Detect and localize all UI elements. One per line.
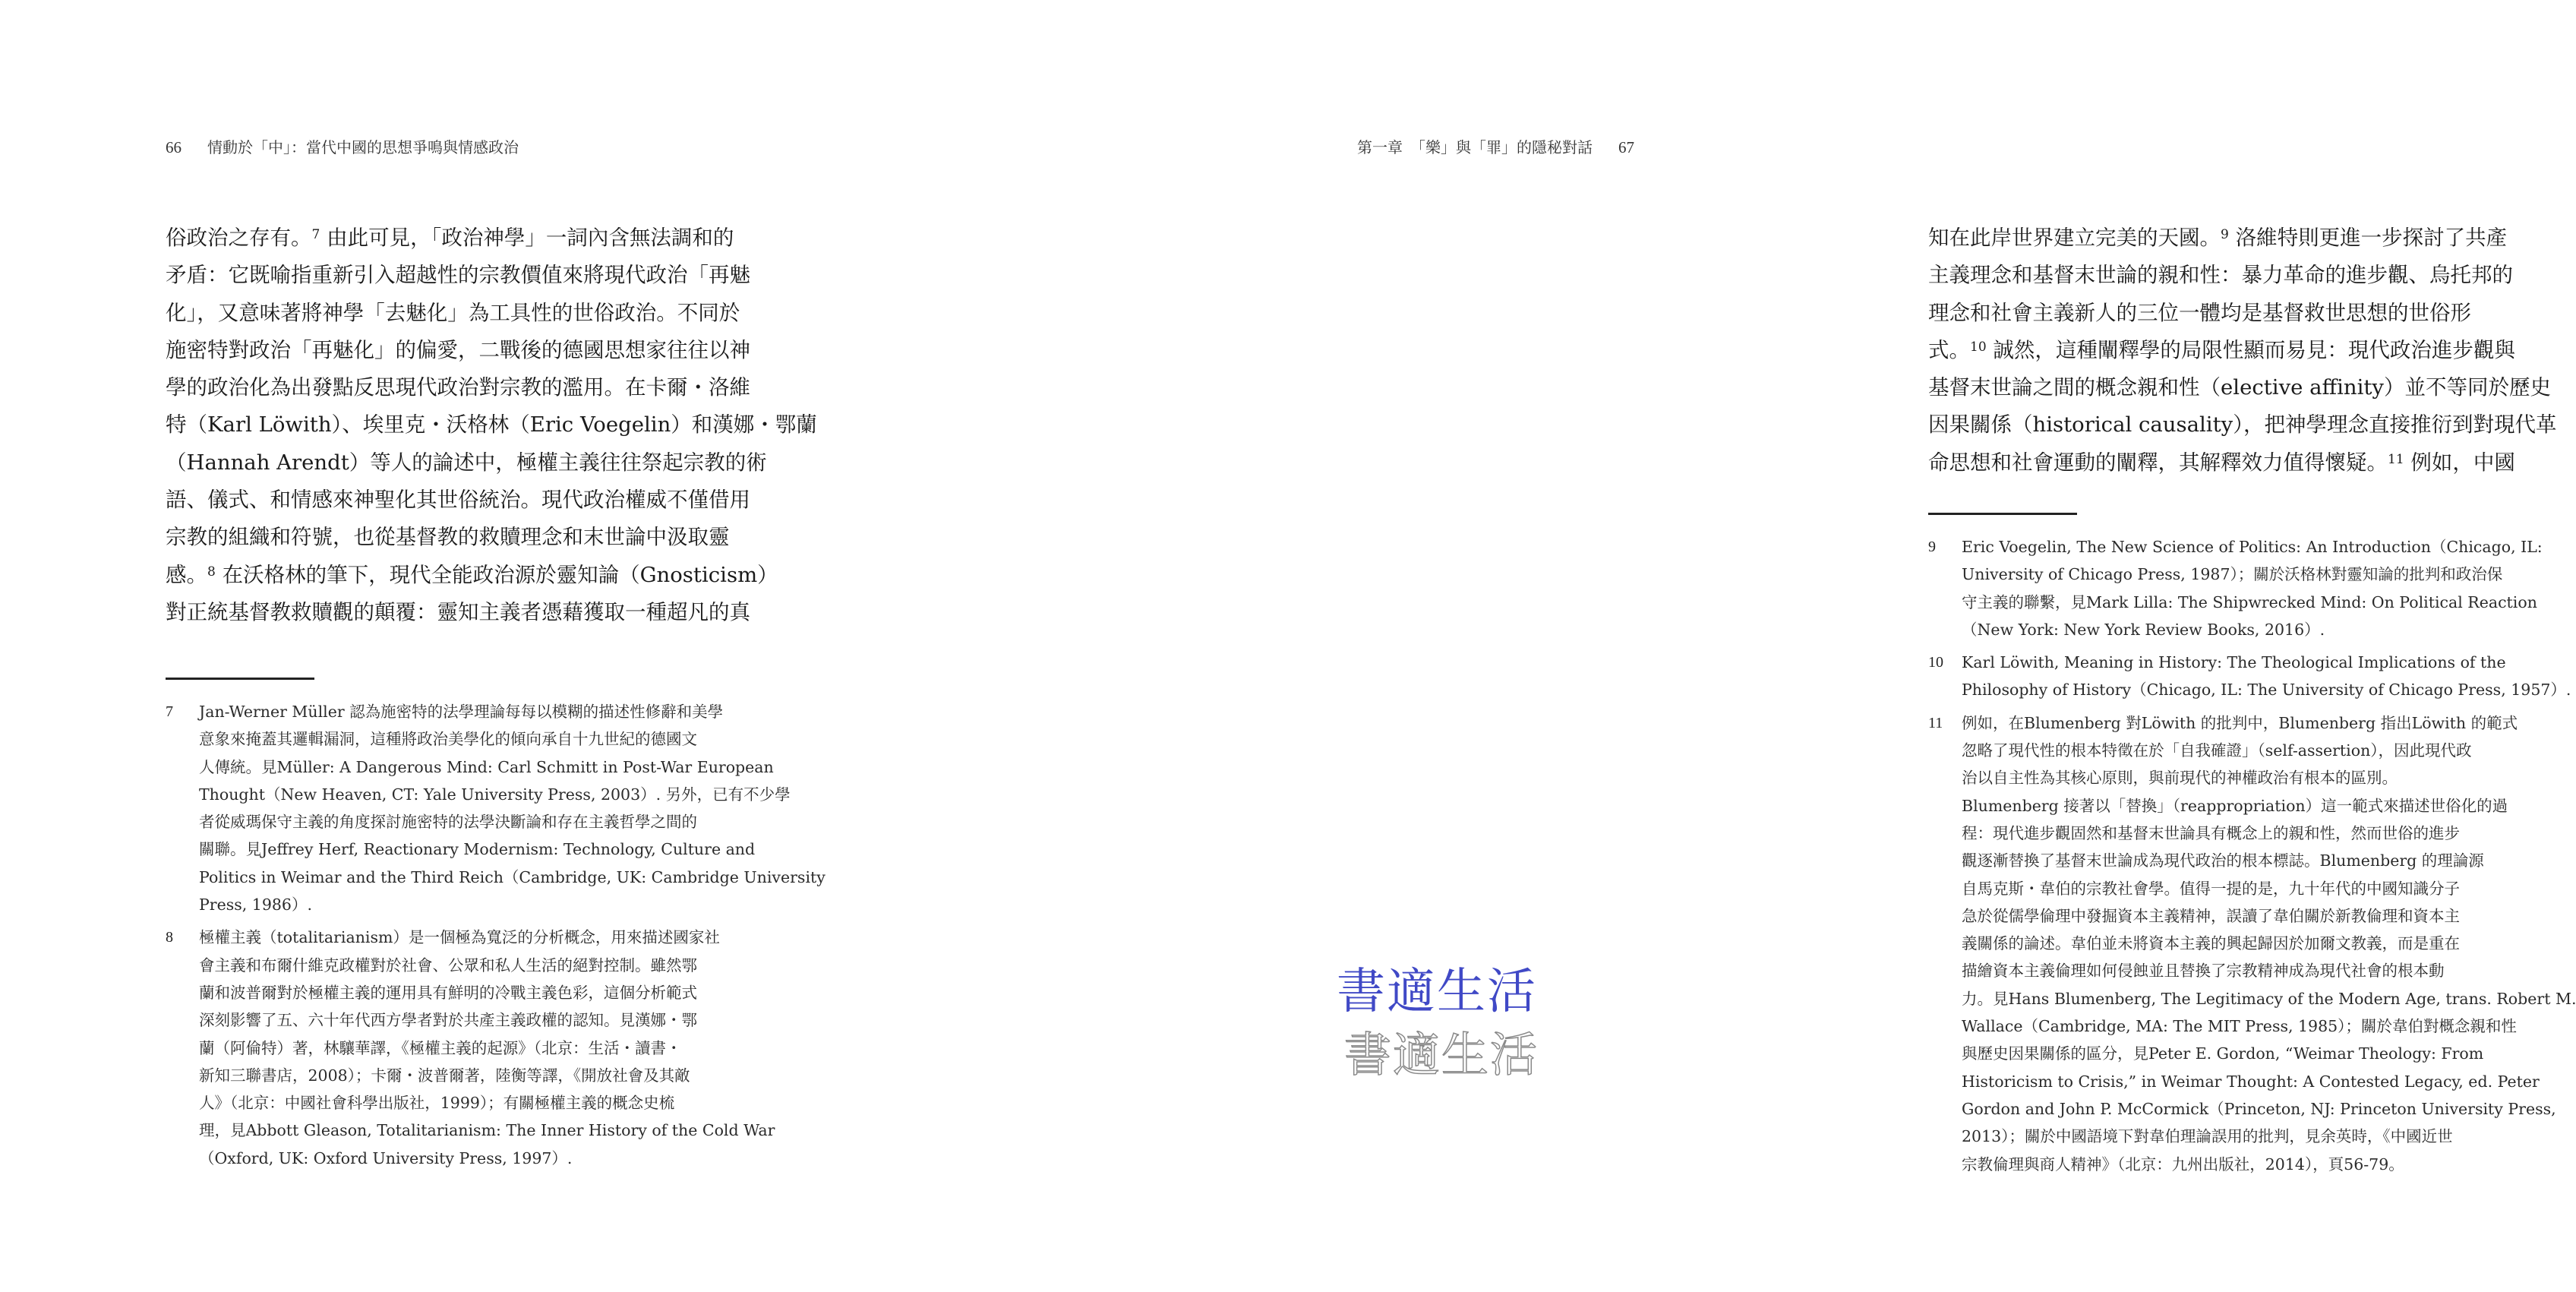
body-line bbox=[166, 594, 784, 631]
footnote-line: 會主義和布爾什維克政權對於社會、公眾和私人生活的絕對控制。雖然鄂 bbox=[199, 956, 697, 975]
footnote-line: 守主義的聯繫，見Mark Lilla: The Shipwrecked Mind: On Political Reaction bbox=[1962, 592, 2537, 611]
footnote bbox=[1928, 649, 2571, 704]
footnote-line: Blumenberg 接著以「替換」（reappropriation）這一範式來描述世俗化的過 bbox=[1962, 796, 2508, 815]
body-text-segment: 由此可見，「政治神學」一詞內含無法調和的 bbox=[320, 226, 734, 250]
footnote-line: 人》（北京：中國社會科學出版社，1999）；有關極權主義的概念史梳 bbox=[199, 1094, 675, 1113]
footnote-line: 觀逐漸替換了基督末世論成為現代政治的根本標誌。Blumenberg 的理論源 bbox=[1962, 851, 2484, 870]
footnote-line: 宗教倫理與商人精神》（北京：九州出版社，2014），頁56-79。 bbox=[1962, 1155, 2404, 1174]
body-text-segment: 語、儀式、和情感來神聖化其世俗統治。現代政治權威不僅借用 bbox=[166, 488, 750, 513]
page-number-right: 67 bbox=[1618, 138, 1634, 156]
footnote bbox=[1928, 709, 2576, 1178]
watermark-text: 書適生活 bbox=[1337, 964, 1537, 1020]
footnote-line: 例如，在Blumenberg 對Löwith 的批判中，Blumenberg 指出Löwith 的範式 bbox=[1962, 713, 2518, 732]
footnote-reference: 7 bbox=[311, 227, 320, 242]
body-line bbox=[166, 295, 784, 332]
body-line bbox=[166, 369, 784, 406]
footnote bbox=[1928, 533, 2547, 643]
footnote-line: Karl Löwith, Meaning in History: The Theological Implications of the bbox=[1962, 653, 2506, 672]
footnote bbox=[166, 924, 784, 1172]
footnote-line: 理，見Abbott Gleason, Totalitarianism: The Inner History of the Cold War bbox=[199, 1121, 775, 1140]
footnote-line: Historicism to Crisis,” in Weimar Thought: A Contested Legacy, ed. Peter bbox=[1962, 1072, 2540, 1091]
footnote-separator-left bbox=[166, 678, 314, 680]
body-line bbox=[166, 519, 784, 556]
running-head-left bbox=[166, 135, 519, 157]
footnote-line: Gordon and John P. McCormick（Princeton, NJ: Princeton University Press, bbox=[1962, 1099, 2556, 1118]
footnote-reference: 8 bbox=[207, 564, 216, 580]
footnote-line: 描繪資本主義倫理如何侵蝕並且替換了宗教精神成為現代社會的根本動 bbox=[1962, 962, 2445, 981]
footnote-separator-right bbox=[1928, 513, 2077, 515]
footnote-line: （New York: New York Review Books, 2016）. bbox=[1962, 620, 2325, 639]
body-line bbox=[1928, 406, 2557, 444]
footnote bbox=[166, 698, 826, 918]
body-text-segment: 在沃格林的筆下，現代全能政治源於靈知論（Gnosticism） bbox=[215, 562, 778, 587]
body-text-left bbox=[166, 220, 817, 631]
body-text-segment: 基督末世論之間的概念親和性（elective affinity）並不等同於歷史 bbox=[1928, 375, 2551, 400]
footnote-line: 治以自主性為其核心原則，與前現代的神權政治有根本的區別。 bbox=[1962, 769, 2398, 788]
body-text-segment: 學的政治化為出發點反思現代政治對宗教的濫用。在卡爾・洛維 bbox=[166, 375, 750, 400]
body-line bbox=[166, 482, 784, 519]
footnote-number: 10 bbox=[1928, 654, 1943, 671]
footnote-line: 力。見Hans Blumenberg, The Legitimacy of the Modern Age, trans. Robert M. bbox=[1962, 989, 2576, 1008]
body-line bbox=[166, 220, 784, 257]
body-line bbox=[1928, 444, 2547, 482]
footnote-line: Eric Voegelin, The New Science of Politics: An Introduction（Chicago, IL: bbox=[1962, 538, 2543, 556]
watermark-text-outline: 書適生活 bbox=[1344, 1027, 1539, 1082]
body-text-segment: 主義理念和基督末世論的親和性：暴力革命的進步觀、烏托邦的 bbox=[1928, 263, 2513, 288]
body-line bbox=[166, 332, 784, 369]
footnote-line: 2013）；關於中國語境下對韋伯理論誤用的批判，見余英時，《中國近世 bbox=[1962, 1127, 2453, 1146]
body-text-segment: 式。 bbox=[1928, 337, 1970, 362]
footnote-line: 蘭和波普爾對於極權主義的運用具有鮮明的冷戰主義色彩，這個分析範式 bbox=[199, 983, 697, 1002]
footnote-line: 義關係的論述。韋伯並未將資本主義的興起歸因於加爾文教義，而是重在 bbox=[1962, 934, 2460, 953]
footnote-line: 與歷史因果關係的區分，見Peter E. Gordon, “Weimar Theology: From bbox=[1962, 1044, 2484, 1063]
watermark-logo bbox=[1337, 965, 1595, 1139]
footnote-line: （Oxford, UK: Oxford University Press, 1997）. bbox=[199, 1148, 573, 1167]
body-line bbox=[166, 557, 784, 594]
body-line bbox=[1928, 295, 2547, 332]
body-line bbox=[1928, 369, 2551, 406]
footnote-line: 極權主義（totalitarianism）是一個極為寬泛的分析概念，用來描述國家社 bbox=[199, 928, 720, 947]
body-text-segment: 宗教的組織和符號，也從基督教的救贖理念和末世論中汲取靈 bbox=[166, 525, 730, 550]
body-text-segment: 例如，中國 bbox=[2404, 450, 2515, 475]
footnote-line: 忽略了現代性的根本特徵在於「自我確證」（self-assertion），因此現代政 bbox=[1962, 741, 2472, 760]
body-line bbox=[1928, 332, 2547, 369]
footnotes-right bbox=[1928, 533, 2576, 1183]
body-text-segment: 特（Karl Löwith）、埃里克・沃格林（Eric Voegelin）和漢娜・鄂蘭 bbox=[166, 412, 817, 438]
body-text-segment: 誠然，這種闡釋學的局限性顯而易見：現代政治進步觀與 bbox=[1986, 337, 2515, 362]
footnote-number: 9 bbox=[1928, 539, 1936, 555]
footnote-line: University of Chicago Press, 1987）；關於沃格林對靈知論的批判和政治保 bbox=[1962, 565, 2503, 584]
body-line bbox=[1928, 220, 2547, 257]
running-head-right bbox=[1357, 135, 1634, 157]
footnote-number: 8 bbox=[166, 929, 173, 946]
body-text-segment: 因果關係（historical causality），把神學理念直接推衍到對現代革 bbox=[1928, 412, 2557, 438]
footnotes-left bbox=[166, 698, 826, 1177]
body-text-segment: 俗政治之存有。 bbox=[166, 226, 312, 250]
book-title: 情動於「中」：當代中國的思想爭鳴與情感政治 bbox=[207, 138, 519, 156]
body-text-segment: 化」，又意味著將神學「去魅化」為工具性的世俗政治。不同於 bbox=[166, 300, 740, 325]
body-text-segment: （Hannah Arendt）等人的論述中，極權主義往往祭起宗教的術 bbox=[166, 450, 767, 475]
left-page bbox=[0, 0, 903, 1292]
footnote-reference: 11 bbox=[2388, 451, 2404, 467]
page-number-left: 66 bbox=[166, 138, 182, 156]
footnote-line: Thought（New Heaven, CT: Yale University Press, 2003）. 另外，已有不少學 bbox=[199, 785, 791, 804]
chapter-title: 第一章 「樂」與「罪」的隱秘對話 bbox=[1357, 138, 1593, 156]
footnote-number: 7 bbox=[166, 703, 173, 720]
footnote-line: 人傳統。見Müller: A Dangerous Mind: Carl Schmitt in Post-War European bbox=[199, 757, 774, 776]
footnote-line: 程：現代進步觀固然和基督末世論具有概念上的親和性，然而世俗的進步 bbox=[1962, 823, 2460, 842]
footnote-line: 者從威瑪保守主義的角度探討施密特的法學決斷論和存在主義哲學之間的 bbox=[199, 813, 697, 832]
body-text-segment: 洛維特則更進一步探討了共產 bbox=[2228, 226, 2508, 250]
body-line bbox=[1928, 257, 2547, 294]
footnote-line: Wallace（Cambridge, MA: The MIT Press, 1985）；關於韋伯對概念親和性 bbox=[1962, 1017, 2517, 1036]
body-line bbox=[166, 444, 784, 482]
body-text-segment: 施密特對政治「再魅化」的偏愛，二戰後的德國思想家往往以神 bbox=[166, 337, 750, 362]
body-text-segment: 命思想和社會運動的闡釋，其解釋效力值得懷疑。 bbox=[1928, 450, 2388, 475]
body-text-right bbox=[1928, 220, 2557, 482]
footnote-line: 新知三聯書店，2008）；卡爾・波普爾著，陸衡等譯，《開放社會及其敵 bbox=[199, 1066, 690, 1085]
body-text-segment: 矛盾：它既喻指重新引入超越性的宗教價值來將現代政治「再魅 bbox=[166, 263, 750, 288]
footnote-number: 11 bbox=[1928, 714, 1943, 731]
footnote-line: 自馬克斯・韋伯的宗教社會學。值得一提的是，九十年代的中國知識分子 bbox=[1962, 879, 2460, 898]
body-text-segment: 對正統基督教救贖觀的顛覆：靈知主義者憑藉獲取一種超凡的真 bbox=[166, 599, 750, 624]
footnote-line: 關聯。見Jeffrey Herf, Reactionary Modernism: Technology, Culture and bbox=[199, 840, 756, 859]
footnote-line: 意象來掩蓋其邏輯漏洞，這種將政治美學化的傾向承自十九世紀的德國文 bbox=[199, 730, 697, 749]
body-line bbox=[166, 406, 817, 444]
footnote-line: 蘭（阿倫特）著，林驤華譯，《極權主義的起源》（北京：生活・讀書・ bbox=[199, 1038, 682, 1057]
footnote-line: Philosophy of History（Chicago, IL: The University of Chicago Press, 1957）. bbox=[1962, 681, 2571, 700]
footnote-line: 急於從儒學倫理中發掘資本主義精神，誤讀了韋伯關於新教倫理和資本主 bbox=[1962, 906, 2460, 925]
footnote-reference: 9 bbox=[2221, 227, 2229, 242]
footnote-reference: 10 bbox=[1970, 339, 1987, 355]
footnote-line: Jan-Werner Müller 認為施密特的法學理論每每以模糊的描述性修辭和美學 bbox=[199, 703, 724, 721]
body-text-segment: 知在此岸世界建立完美的天國。 bbox=[1928, 226, 2221, 250]
footnote-line: 深刻影響了五、六十年代西方學者對於共產主義政權的認知。見漢娜・鄂 bbox=[199, 1011, 697, 1030]
body-text-segment: 感。 bbox=[166, 562, 207, 587]
body-text-segment: 理念和社會主義新人的三位一體均是基督救世思想的世俗形 bbox=[1928, 300, 2471, 325]
body-line bbox=[166, 257, 784, 294]
footnote-line: Politics in Weimar and the Third Reich（Cambridge, UK: Cambridge University bbox=[199, 867, 826, 886]
footnote-line: Press, 1986）. bbox=[199, 896, 312, 915]
